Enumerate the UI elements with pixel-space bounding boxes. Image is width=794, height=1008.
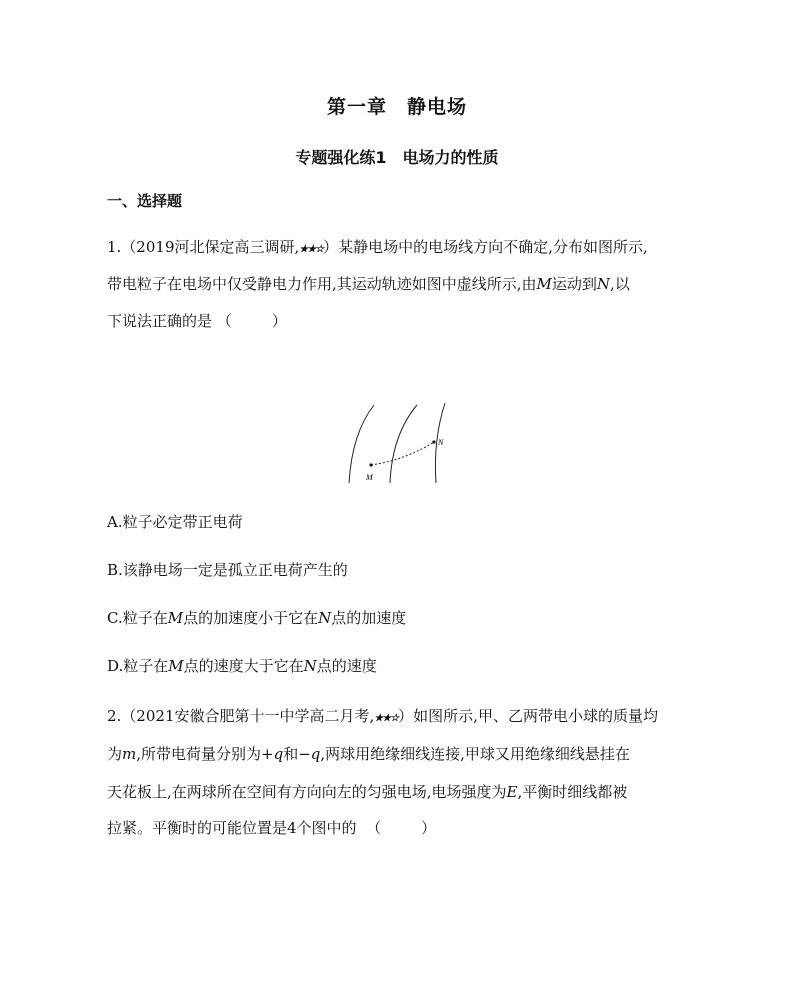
q1-text: ）某静电场中的电场线方向不确定,分布如图所示, [323, 238, 648, 256]
option-c[interactable] [107, 608, 406, 628]
var-m: M [536, 275, 552, 293]
option-text: D.粒子在 [107, 657, 169, 675]
point-m [369, 463, 372, 466]
var-mass: m [122, 745, 137, 763]
q2-text: ）如图所示,甲、乙两带电小球的质量均 [398, 707, 658, 725]
q1-text: 运动到 [551, 275, 597, 293]
exercise-subtitle: 专题强化练1 电场力的性质 [295, 148, 499, 167]
q1-line-3 [107, 311, 287, 331]
q1-text: ,以 [610, 275, 630, 293]
q2-line-3 [107, 782, 627, 802]
field-line-1 [349, 405, 374, 483]
difficulty-stars-icon: ★★☆ [299, 244, 324, 255]
q2-line-4 [107, 818, 436, 838]
q1-source: 1.（2019河北保定高三调研, [107, 238, 300, 256]
label-m: M [366, 473, 373, 482]
option-text: 点的加速度小于它在 [183, 609, 319, 627]
q1-text: 下说法正确的是 [107, 312, 213, 330]
option-text: 点的速度 [316, 657, 377, 675]
chapter-title: 第一章 静电场 [326, 96, 467, 118]
var-m: M [168, 657, 184, 675]
field-line-2 [390, 405, 417, 483]
q1-line-2 [107, 274, 630, 294]
q1-line-1 [107, 237, 648, 260]
answer-paren-open: （ [366, 819, 382, 837]
var-q: q [273, 745, 284, 763]
var-q: q [310, 745, 321, 763]
difficulty-stars-icon: ★★☆ [374, 713, 399, 724]
electric-field-figure [330, 395, 460, 495]
q2-text: 和− [283, 745, 311, 763]
q2-text: 为 [107, 745, 123, 763]
var-e: E [506, 783, 518, 801]
option-text: C.粒子在 [107, 609, 168, 627]
option-b[interactable]: B.该静电场一定是孤立正电荷产生的 [107, 561, 348, 579]
answer-paren-close: ） [271, 312, 287, 330]
q1-text: 带电粒子在电场中仅受静电力作用,其运动轨迹如图中虚线所示,由 [107, 275, 537, 293]
q2-text: ,所带电荷量分别为+ [136, 745, 274, 763]
q2-source: 2.（2021安徽合肥第十一中学高二月考, [107, 707, 375, 725]
option-text: 点的加速度 [331, 609, 407, 627]
point-n [432, 440, 435, 443]
q2-line-1 [107, 706, 658, 729]
var-n: N [596, 275, 611, 293]
var-n: N [303, 657, 317, 675]
var-n: N [318, 609, 332, 627]
q2-text: 拉紧。平衡时的可能位置是4个图中的 [107, 819, 357, 837]
answer-paren-open: （ [216, 312, 232, 330]
section-heading: 一、选择题 [107, 192, 183, 210]
answer-paren-close: ） [421, 819, 437, 837]
option-a[interactable]: A.粒子必定带正电荷 [107, 513, 243, 531]
q2-text: ,平衡时细线都被 [517, 783, 628, 801]
option-d[interactable] [107, 656, 377, 676]
option-text: 点的速度大于它在 [183, 657, 304, 675]
q2-line-2 [107, 744, 630, 764]
q2-text: ,两球用绝缘细线连接,甲球又用绝缘细线悬挂在 [320, 745, 630, 763]
label-n: N [438, 438, 444, 447]
q2-text: 天花板上,在两球所在空间有方向向左的匀强电场,电场强度为 [107, 783, 507, 801]
trajectory-path [371, 442, 434, 465]
var-m: M [167, 609, 184, 627]
